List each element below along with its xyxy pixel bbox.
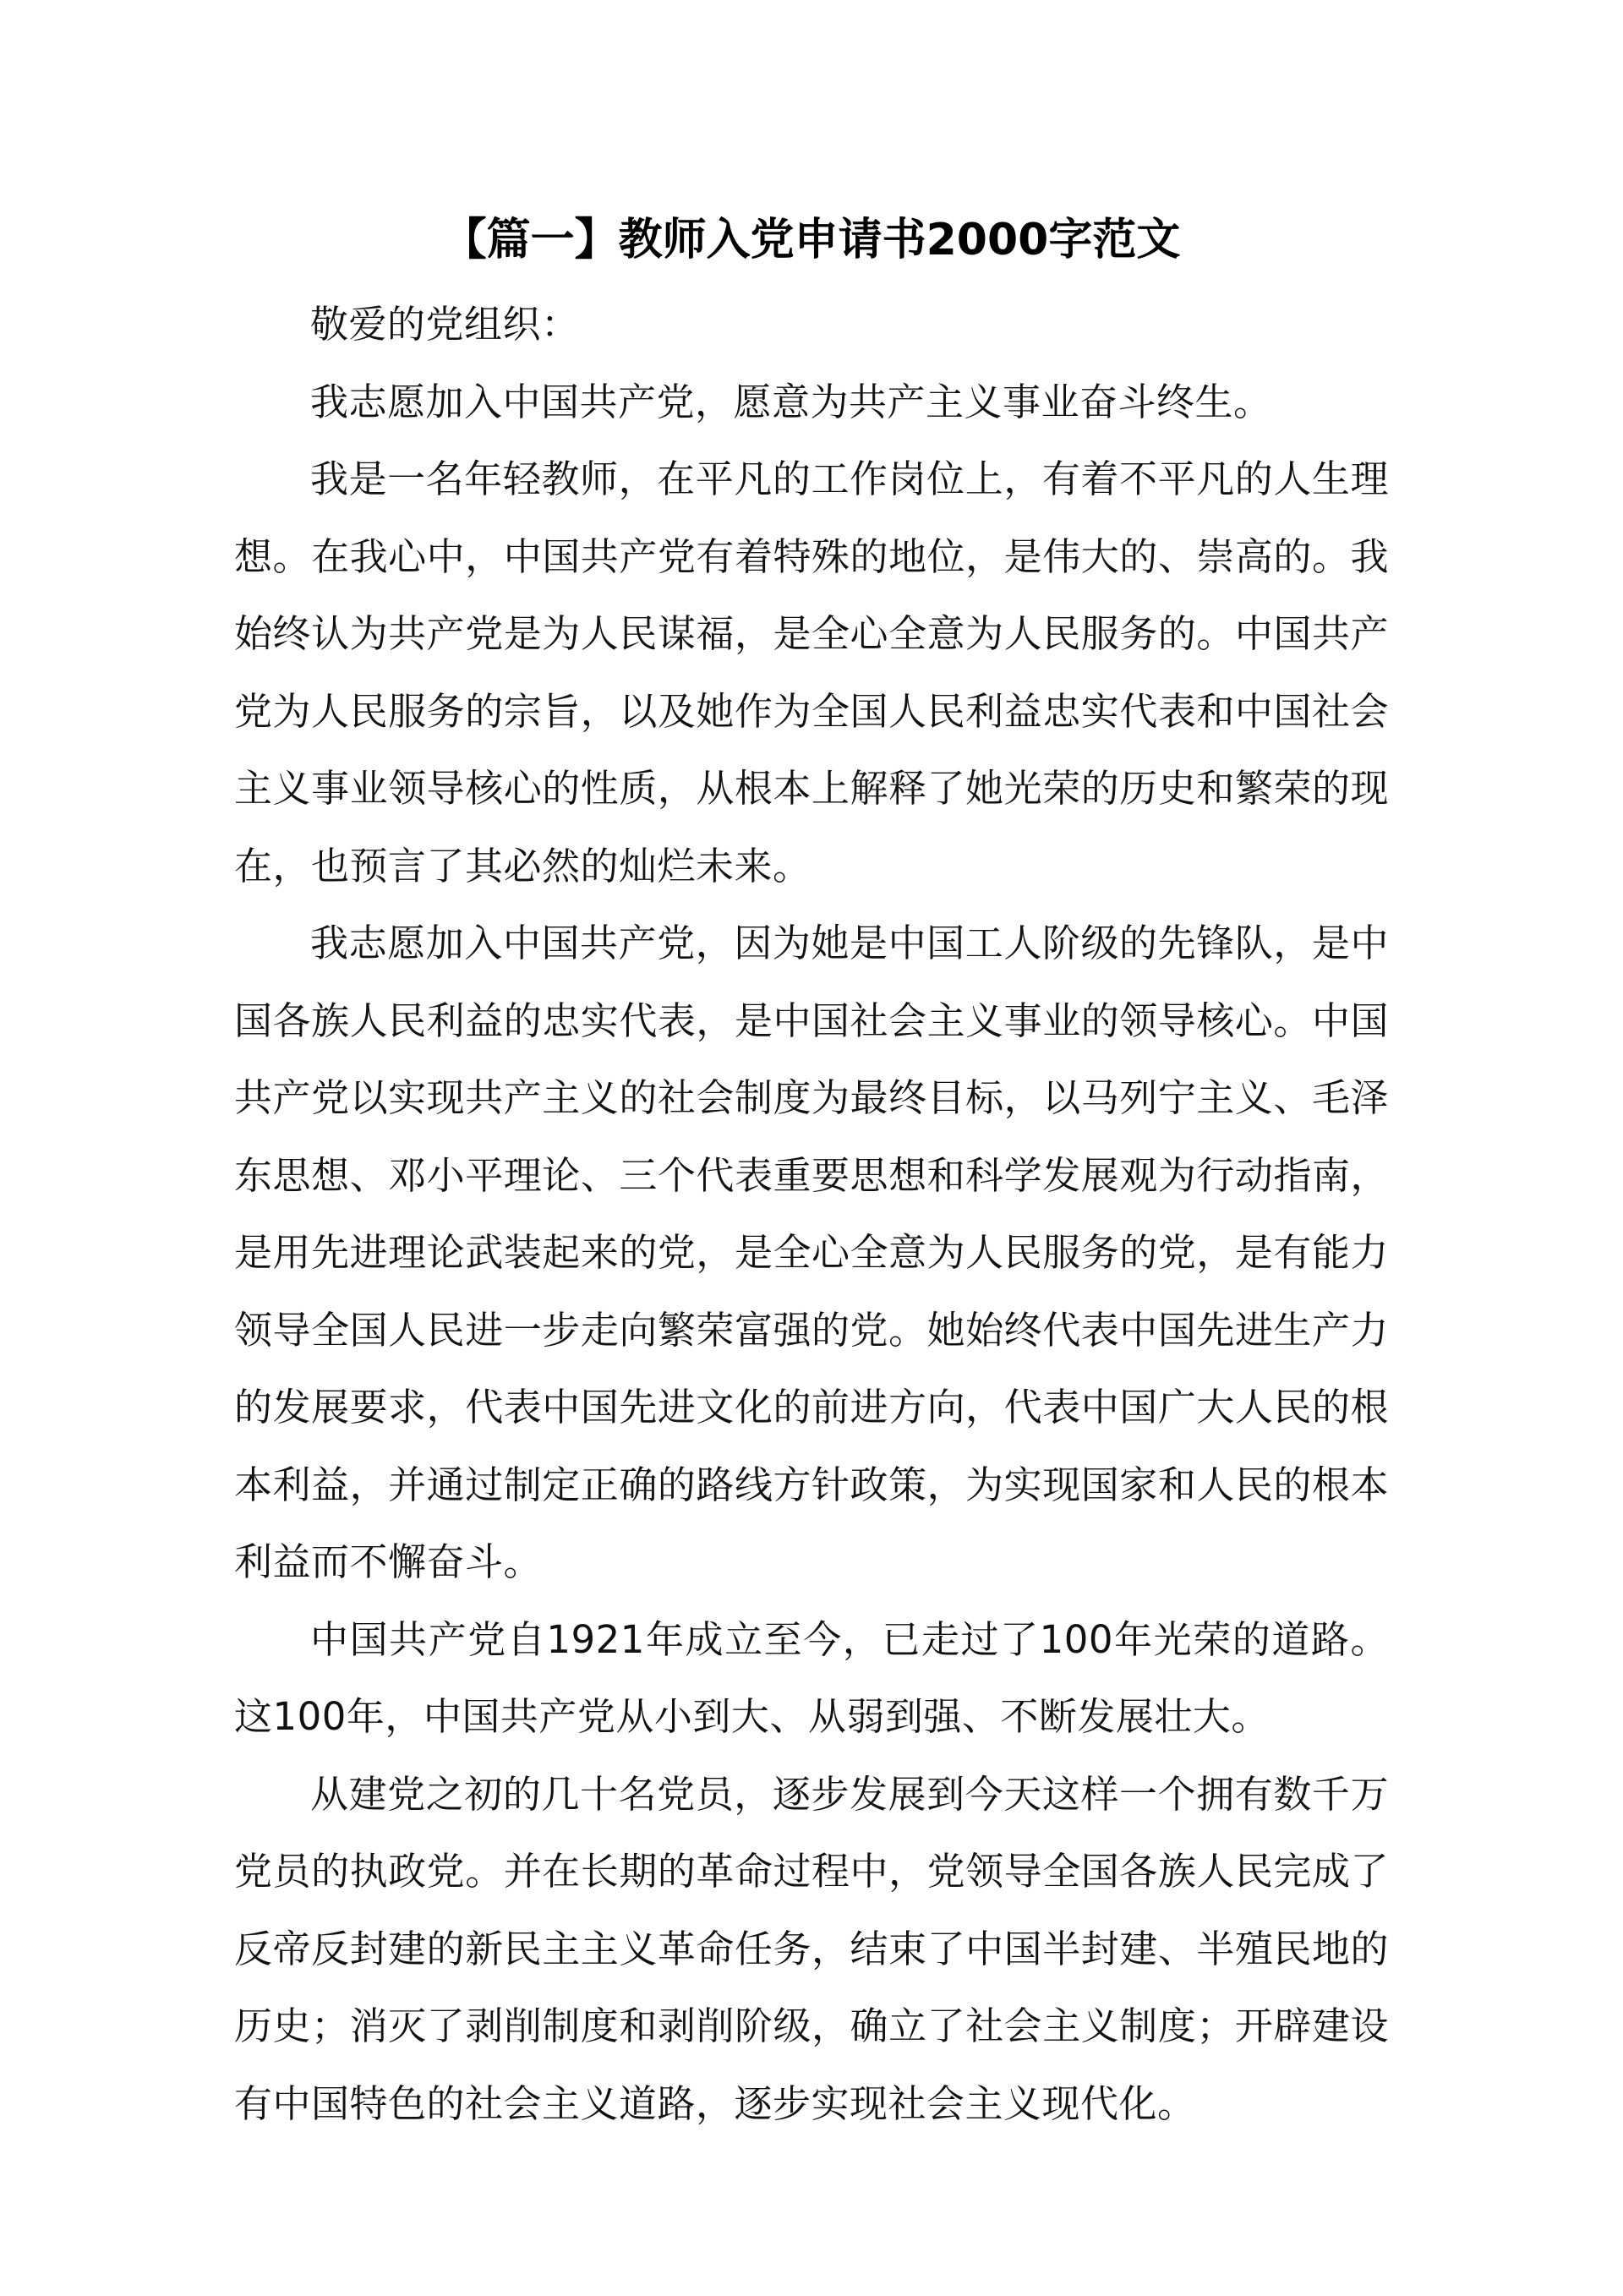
document-title: 【篇一】教师入党申请书2000字范文 bbox=[442, 215, 1181, 265]
document-body bbox=[234, 286, 1389, 2142]
paragraph: 从建党之初的几十名党员，逐步发展到今天这样一个拥有数千万党员的执政党。并在长期的革命过程中，党领导全国各族人民完成了反帝反封建的新民主主义革命任务，结束了中国半封建、半殖民地的历史；消灭了剥削制度和剥削阶级，确立了社会主义制度；开辟建设有中国特色的社会主义道路，逐步实现社会主义现代化。 bbox=[234, 1771, 1389, 2126]
paragraph: 我志愿加入中国共产党，因为她是中国工人阶级的先锋队，是中国各族人民利益的忠实代表，是中国社会主义事业的领导核心。中国共产党以实现共产主义的社会制度为最终目标，以马列宁主义、毛泽东思想、邓小平理论、三个代表重要思想和科学发展观为行动指南，是用先进理论武装起来的党，是全心全意为人民服务的党，是有能力领导全国人民进一步走向繁荣富强的党。她始终代表中国先进生产力的发展要求，代表中国先进文化的前进方向，代表中国广大人民的根本利益，并通过制定正确的路线方针政策，为实现国家和人民的根本利益而不懈奋斗。 bbox=[234, 921, 1389, 1584]
paragraph: 我志愿加入中国共产党，愿意为共产主义事业奋斗终生。 bbox=[310, 379, 1272, 424]
salutation: 敬爱的党组织： bbox=[310, 302, 580, 347]
paragraph: 我是一名年轻教师，在平凡的工作岗位上，有着不平凡的人生理想。在我心中，中国共产党有着特殊的地位，是伟大的、崇高的。我始终认为共产党是为人民谋福，是全心全意为人民服务的。中国共产党为人民服务的宗旨，以及她作为全国人民利益忠实代表和中国社会主义事业领导核心的性质，从根本上解释了她光荣的历史和繁荣的现在，也预言了其必然的灿烂未来。 bbox=[234, 456, 1389, 888]
paragraph: 中国共产党自1921年成立至今，已走过了100年光荣的道路。这100年，中国共产党从小到大、从弱到强、不断发展壮大。 bbox=[234, 1616, 1389, 1739]
